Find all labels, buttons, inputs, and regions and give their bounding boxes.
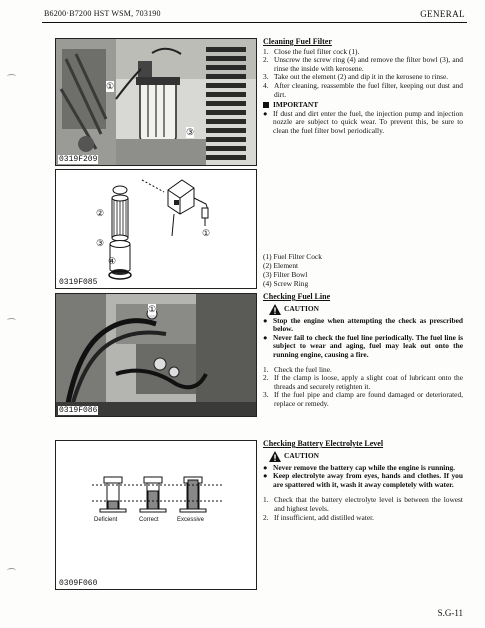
figure-filter-parts [55,169,257,289]
caution-heading: CAUTION [269,451,463,462]
header-rule [42,22,467,23]
step-item: 2. If the clamp is loose, apply a slight coat of lubricant onto the threads and securely retighten it. [263,373,463,391]
step-item: 4. After cleaning, reassemble the fuel filter, keeping out dust and dirt. [263,80,463,99]
important-heading: IMPORTANT [263,101,463,110]
step-item: 2. If insufficient, add distilled water. [263,512,375,522]
section-fuel-filter [263,38,463,136]
figure-electrolyte-levels [55,440,257,590]
binder-hole [7,318,16,323]
figure-legend [263,252,463,288]
label-excessive: Excessive [177,517,205,523]
header-section: GENERAL [420,9,465,19]
caution-list: ● Never remove the battery cap while the engine is running. ● Keep electrolyte away from eyes, hands and clothes. If you are spattered with it, wash it away completely with water. [263,462,463,489]
steps-list [263,366,463,409]
step-item: 1. Check that the battery electrolyte level is between the lowest and highest levels. [263,495,463,513]
bullet-icon: ● [263,108,268,118]
legend-item: (1) Fuel Filter Cock [263,252,322,261]
step-item: 1. Close the fuel filter cock (1). [263,46,360,56]
figure-fuel-filter-engine [55,38,257,166]
warning-triangle-icon [269,304,281,315]
important-list: ● If dust and dirt enter the fuel, the injection pump and injection nozzle are subject to quick wear. To prevent this, be sure to clean the fuel filter bowl periodically. [263,108,463,135]
callout-1: ① [106,81,115,91]
legend-item: (2) Element [263,261,299,270]
bullet-icon: ● [263,315,268,325]
section-title: Cleaning Fuel Filter [263,37,332,46]
section-title: Checking Battery Electrolyte Level [263,439,384,448]
bullet-icon: ● [263,332,268,342]
bullet-icon: ● [263,471,268,481]
figure-caption: 0319F085 [59,278,98,287]
page-number: S.G-11 [437,608,463,618]
steps-list [263,48,463,100]
section-battery [263,440,463,522]
bullet-icon: ● [263,462,268,472]
section-fuel-line [263,293,463,409]
figure-caption: 0319F086 [59,406,98,415]
callout-2: ② [96,208,105,218]
step-item: 2. Unscrew the screw ring (4) and remove the filter bowl (3), and rinse the inside with kerosene. [263,55,463,73]
header-title: B6200·B7200 HST WSM, 703190 [44,9,161,18]
callout-3: ③ [96,238,105,248]
figure-caption: 0309F060 [59,579,98,588]
engine-photo-illustration [56,39,256,165]
label-correct: Correct [139,517,159,523]
step-item: 3. If the fuel pipe and clamp are found damaged or deteriorated, replace or remedy. [263,390,463,408]
legend-item: (4) Screw Ring [263,279,309,288]
electrolyte-level-diagram [56,441,256,589]
warning-triangle-icon [269,451,281,462]
binder-hole [7,74,16,79]
caution-list: ● Stop the engine when attempting the check as prescribed below. ● Never fail to check the fuel line periodically. The fuel line is subject to wear and aging, fuel may leak out onto the running engine, causing a fire. [263,315,463,359]
caution-heading: CAUTION [269,304,463,315]
callout-4: ④ [108,256,117,266]
step-item: 1. Check the fuel line. [263,364,332,374]
step-item: 3. Take out the element (2) and dip it in the kerosene to rinse. [263,72,449,82]
figure-caption: 0319F209 [59,155,98,164]
square-bullet-icon [263,102,269,108]
steps-list [263,496,463,522]
callout-3: ③ [186,127,195,137]
label-deficient: Deficient [94,517,118,523]
binder-hole [7,568,16,573]
section-title: Checking Fuel Line [263,292,331,301]
callout-1: ① [202,228,211,238]
figure-fuel-line [55,293,257,417]
legend-item: (3) Filter Bowl [263,270,308,279]
filter-exploded-diagram [56,170,256,288]
callout-1: ① [148,304,157,314]
